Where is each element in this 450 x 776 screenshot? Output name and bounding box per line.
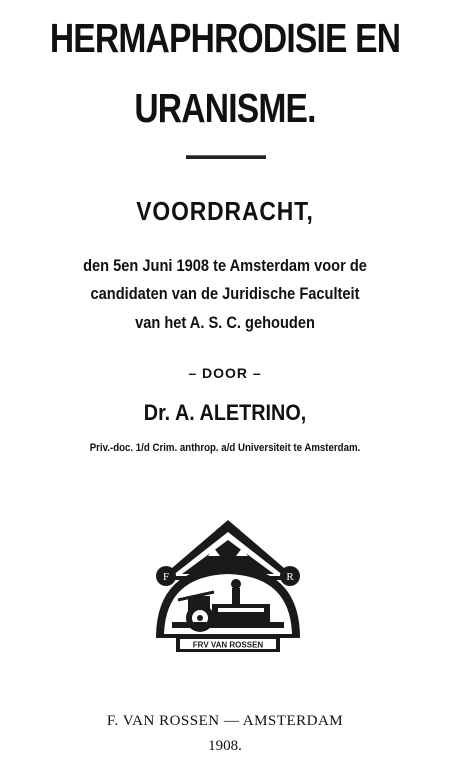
emblem-right-initial: R — [286, 571, 294, 583]
title-line-1: HERMAPHRODISIE EN — [49, 15, 401, 61]
lecture-line-3: van het A. S. C. gehouden — [135, 313, 315, 332]
author-name: Dr. A. ALETRINO, — [143, 400, 307, 425]
printing-press-emblem-icon — [148, 518, 308, 663]
author-affiliation: Priv.-doc. 1/d Crim. anthrop. a/d Universiteit te Amsterdam. — [89, 442, 361, 454]
door-label: – DOOR – — [188, 365, 262, 381]
emblem-left-initial: F — [162, 571, 170, 583]
title-line-2: URANISME. — [134, 85, 316, 131]
lecture-heading: VOORDRACHT, — [136, 196, 314, 226]
emblem-banner-text: FRV VAN ROSSEN — [192, 640, 264, 650]
lecture-line-1: den 5en Juni 1908 te Amsterdam voor de — [83, 256, 367, 275]
divider-rule — [186, 155, 266, 159]
publisher-imprint: F. VAN ROSSEN — AMSTERDAM — [106, 713, 344, 729]
lecture-line-2: candidaten van de Juridische Faculteit — [90, 284, 360, 303]
publication-year: 1908. — [208, 738, 242, 754]
